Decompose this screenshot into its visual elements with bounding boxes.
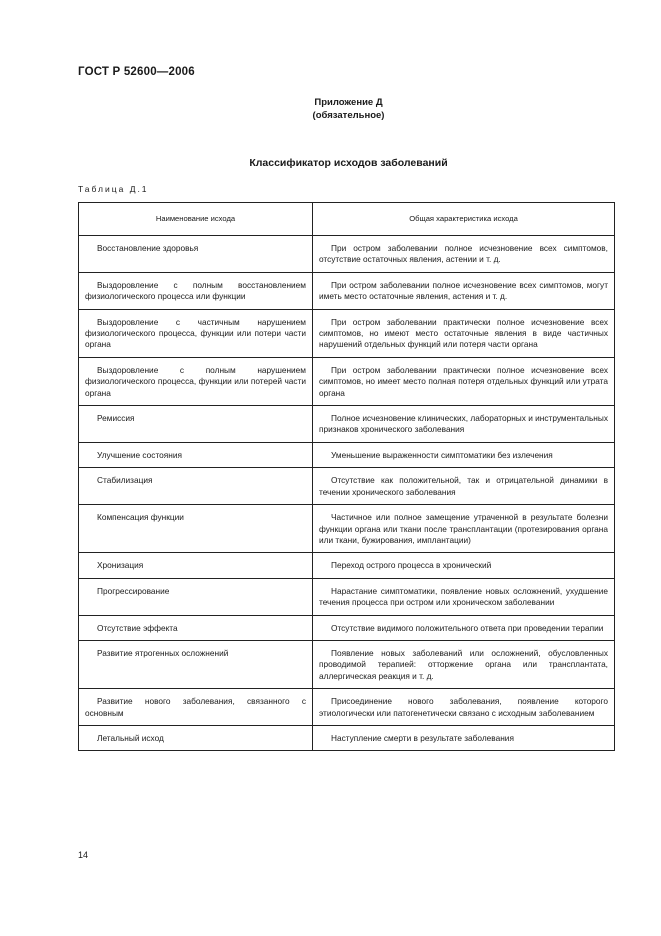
outcome-description: Отсутствие как положительной, так и отрицательной динамики в течении хронического заболевания <box>313 468 615 505</box>
table-row <box>79 442 615 467</box>
table-row <box>79 725 615 750</box>
outcome-name: Отсутствие эффекта <box>79 615 313 640</box>
outcome-description: При остром заболевании полное исчезновение всех симптомов, могут иметь место остаточные явления, астения и т. д. <box>313 272 615 309</box>
outcome-name: Выздоровление с полным нарушением физиологического процесса, функции или потерей части органа <box>79 357 313 405</box>
table-row <box>79 689 615 726</box>
outcome-description: Отсутствие видимого положительного ответа при проведении терапии <box>313 615 615 640</box>
outcome-description: Полное исчезновение клинических, лабораторных и инструментальных признаков хронического заболевания <box>313 406 615 443</box>
table-row <box>79 578 615 615</box>
outcome-description: Появление новых заболеваний или осложнений, обусловленных проводимой терапией: отторжение органа или трансплантата, аллергическая реакция и т. д. <box>313 640 615 688</box>
outcome-description: Частичное или полное замещение утраченной в результате болезни функции органа или ткани после трансплантации (протезирования органа или ткани, бужирования, имплантации) <box>313 505 615 553</box>
outcome-description: Присоединение нового заболевания, появление которого этиологически или патогенетически связано с исходным заболеванием <box>313 689 615 726</box>
outcome-name: Выздоровление с полным восстановлением физиологического процесса или функции <box>79 272 313 309</box>
outcomes-table <box>78 202 615 751</box>
table-row <box>79 505 615 553</box>
document-code: ГОСТ Р 52600—2006 <box>78 66 195 78</box>
table-row <box>79 272 615 309</box>
appendix-note: (обязательное) <box>312 110 385 121</box>
outcome-description: Наступление смерти в результате заболевания <box>313 725 615 750</box>
outcome-name: Стабилизация <box>79 468 313 505</box>
table-row <box>79 357 615 405</box>
table-row <box>79 406 615 443</box>
outcome-description: Уменьшение выраженности симптоматики без излечения <box>313 442 615 467</box>
table-row <box>79 553 615 578</box>
outcome-name: Хронизация <box>79 553 313 578</box>
table-caption: Таблица Д.1 <box>78 184 149 194</box>
outcome-name: Прогрессирование <box>79 578 313 615</box>
table-title: Классификатор исходов заболеваний <box>249 157 448 169</box>
outcome-description: При остром заболевании практически полное исчезновение всех симптомов, но имеют место остаточные явления в виде частичных нарушений отдельных функций или потеря части органа <box>313 309 615 357</box>
outcome-name: Улучшение состояния <box>79 442 313 467</box>
outcome-description: Нарастание симптоматики, появление новых осложнений, ухудшение течения процесса при остром или хроническом заболевании <box>313 578 615 615</box>
outcome-description: При остром заболевании практически полное исчезновение всех симптомов, но имеет место полная потеря отдельных функций или утрата органа <box>313 357 615 405</box>
outcome-name: Выздоровление с частичным нарушением физиологического процесса, функции или потери части органа <box>79 309 313 357</box>
table-row <box>79 309 615 357</box>
column-header-description: Общая характеристика исхода <box>313 203 615 236</box>
outcome-name: Восстановление здоровья <box>79 236 313 273</box>
outcome-name: Развитие ятрогенных осложнений <box>79 640 313 688</box>
table-row <box>79 615 615 640</box>
appendix-title: Приложение Д <box>314 97 383 108</box>
outcome-name: Компенсация функции <box>79 505 313 553</box>
column-header-name: Наименование исхода <box>79 203 313 236</box>
outcome-name: Ремиссия <box>79 406 313 443</box>
table-row <box>79 468 615 505</box>
appendix-heading <box>0 96 661 122</box>
table-row <box>79 640 615 688</box>
outcome-description: При остром заболевании полное исчезновение всех симптомов, отсутствие остаточных явления, астении и т. д. <box>313 236 615 273</box>
outcome-name: Летальный исход <box>79 725 313 750</box>
table-header-row <box>79 203 615 236</box>
table-row <box>79 236 615 273</box>
outcome-name: Развитие нового заболевания, связанного с основным <box>79 689 313 726</box>
outcome-description: Переход острого процесса в хронический <box>313 553 615 578</box>
page-number: 14 <box>78 850 89 860</box>
